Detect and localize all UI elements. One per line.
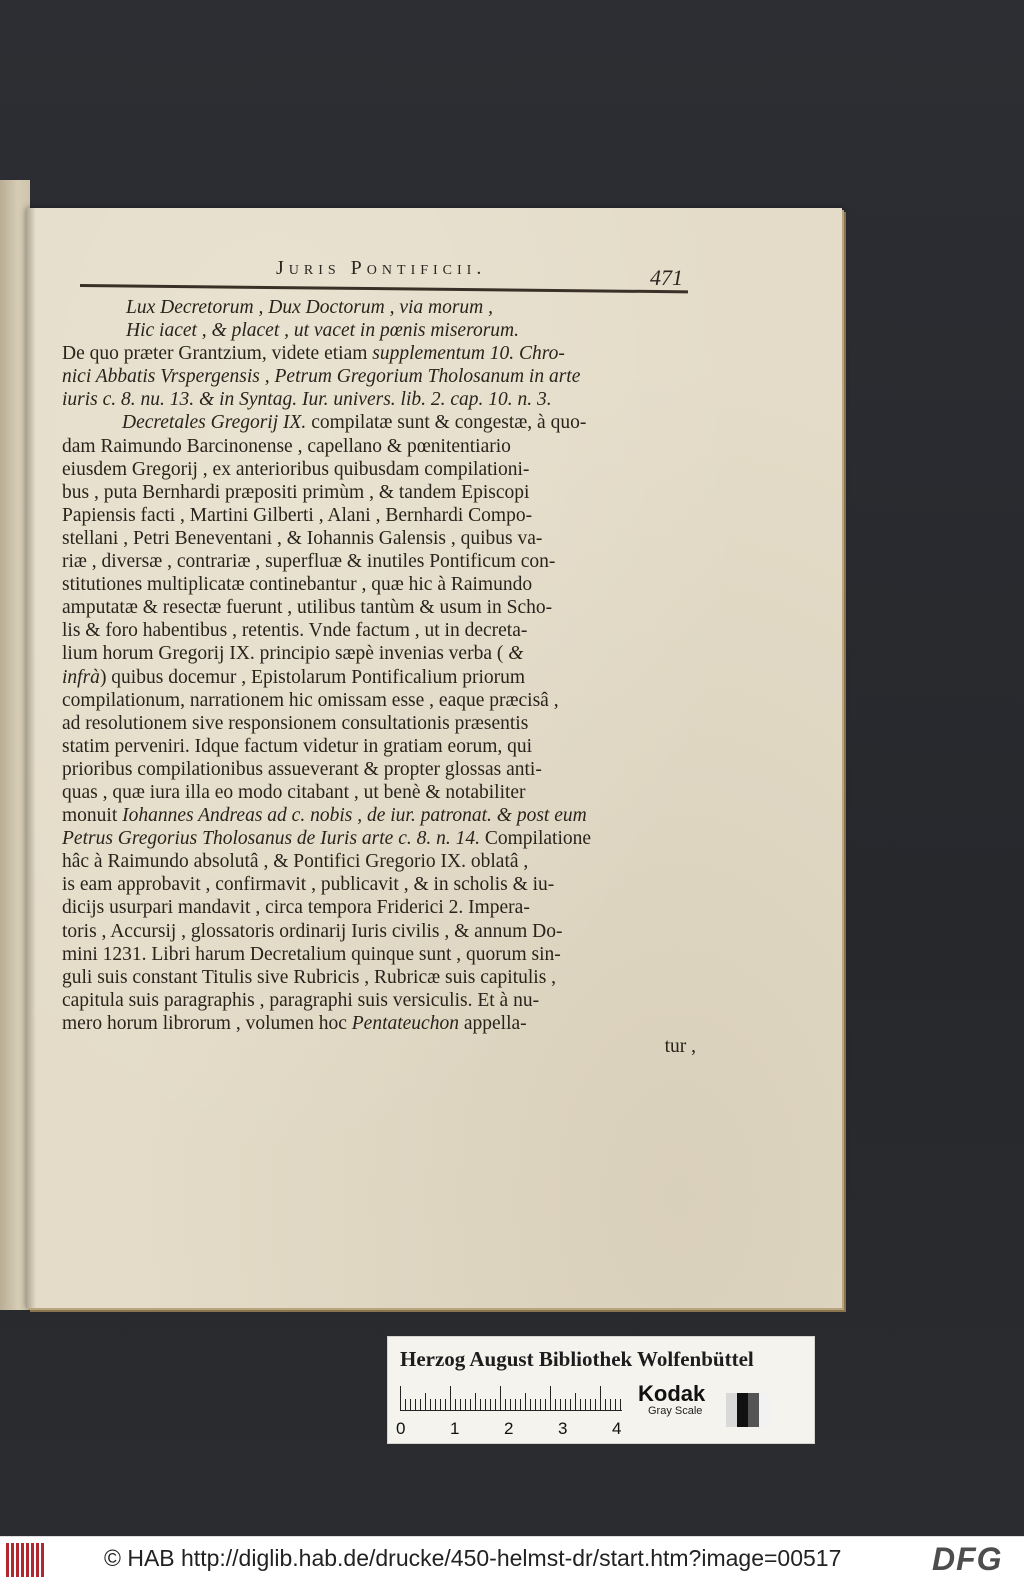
ruler-tick	[545, 1399, 546, 1410]
text-run: mero horum librorum , volumen hoc	[62, 1012, 352, 1034]
ruler-tick	[535, 1399, 536, 1410]
text-line: stitutiones multiplicatæ continebantur , quæ hic à Raimundo	[62, 574, 533, 596]
gray-scale-label: Gray Scale	[648, 1405, 703, 1417]
ruler-tick	[575, 1393, 576, 1410]
text-line: lis & foro habentibus , retentis. Vnde factum , ut in decreta-	[62, 620, 528, 642]
text-line	[62, 642, 702, 665]
text-run: appella-	[458, 1012, 527, 1034]
text-run: ) quibus docemur , Epistolarum Pontificalium priorum	[99, 666, 526, 688]
text-run: De quo præter Grantzium, videte etiam	[62, 343, 373, 365]
ruler-tick	[490, 1399, 491, 1410]
text-line	[62, 342, 702, 365]
text-run: supplementum 10. Chro-	[372, 343, 565, 365]
text-line: stellani , Petri Beneventani , & Iohannis Galensis , quibus va-	[62, 527, 543, 549]
text-line: statim perveniri. Idque factum videtur in gratiam eorum, qui	[62, 735, 533, 757]
hab-logo-icon	[6, 1543, 46, 1577]
text-run: lium horum Gregorij IX. principio sæpè invenias verba (	[62, 643, 509, 665]
text-line	[62, 411, 702, 434]
ruler-tick	[415, 1399, 416, 1410]
text-line: Papiensis facti , Martini Gilberti , Alani , Bernhardi Compo-	[62, 504, 533, 526]
text-line: riæ , diversæ , contrariæ , superfluæ & inutiles Pontificum con-	[62, 551, 556, 573]
ruler-tick	[455, 1399, 456, 1410]
text-line	[62, 804, 702, 827]
text-line	[62, 827, 702, 850]
kodak-logo: Kodak	[638, 1381, 706, 1406]
ruler-tick	[445, 1399, 446, 1410]
ruler-tick	[520, 1399, 521, 1410]
ruler-number: 4	[612, 1419, 622, 1438]
ruler-tick	[565, 1399, 566, 1410]
text-line: ad resolutionem sive responsionem consultationis præsentis	[62, 712, 529, 734]
ruler-tick	[470, 1399, 471, 1410]
ruler-number: 2	[504, 1419, 514, 1438]
ruler-tick	[585, 1399, 586, 1410]
ruler-tick	[620, 1399, 621, 1410]
ruler-tick	[595, 1399, 596, 1410]
text-line: bus , puta Bernhardi præpositi primùm , & tandem Episcopi	[62, 481, 530, 503]
body-text	[62, 296, 702, 1058]
text-run: Petrus Gregorius Tholosanus de Iuris arte c. 8. n. 14.	[62, 828, 480, 850]
text-line: quas , quæ iura illa eo modo citabant , ut benè & notabiliter	[62, 781, 526, 803]
text-line: amputatæ & resectæ fuerunt , utilibus tantùm & usum in Scho-	[62, 597, 553, 619]
text-line: eiusdem Gregorij , ex anterioribus quibusdam compilationi-	[62, 458, 530, 480]
ruler-tick	[540, 1399, 541, 1410]
text-run: infrà	[62, 666, 100, 688]
text-run: compilatæ sunt & congestæ, à quo-	[306, 412, 587, 434]
ruler-tick	[515, 1399, 516, 1410]
ruler-tick	[570, 1399, 571, 1410]
page-number: 471	[650, 265, 683, 290]
ruler-tick	[405, 1399, 406, 1410]
ruler-tick	[600, 1386, 601, 1410]
ruler-tick	[525, 1393, 526, 1410]
ruler-tick	[475, 1393, 476, 1410]
ruler-tick	[505, 1399, 506, 1410]
text-line: toris , Accursij , glossatoris ordinarij Iuris civilis , & annum Do-	[62, 920, 563, 942]
ruler-tick	[410, 1399, 411, 1410]
text-line: mini 1231. Libri harum Decretalium quinque sunt , quorum sin-	[62, 943, 561, 965]
ruler-tick	[425, 1393, 426, 1410]
gray-scale-patch	[726, 1393, 770, 1427]
ruler-tick	[430, 1399, 431, 1410]
ruler-tick	[485, 1399, 486, 1410]
text-line: iuris c. 8. nu. 13. & in Syntag. Iur. univers. lib. 2. cap. 10. n. 3.	[62, 389, 552, 411]
ruler-tick	[590, 1399, 591, 1410]
text-line: compilationum, narrationem hic omissam esse , eaque præcisâ ,	[62, 689, 559, 711]
text-line: is eam approbavit , confirmavit , publicavit , & in scholis & iu-	[62, 874, 555, 896]
ruler-tick	[605, 1399, 606, 1410]
text-line: prioribus compilationibus assueverant & propter glossas anti-	[62, 758, 542, 780]
text-line: Lux Decretorum , Dux Doctorum , via morum ,	[126, 297, 494, 318]
text-line: nici Abbatis Vrspergensis , Petrum Gregorium Tholosanum in arte	[62, 366, 581, 388]
dfg-logo: DFG	[932, 1541, 1003, 1577]
library-title: Herzog August Bibliothek Wolfenbüttel	[400, 1347, 754, 1371]
text-line: tur ,	[664, 1036, 696, 1057]
ruler-tick	[465, 1399, 466, 1410]
ruler-tick	[500, 1386, 501, 1410]
text-run: monuit	[62, 805, 123, 827]
text-run: &	[508, 643, 524, 665]
text-line: capitula suis paragraphis , paragraphi suis versiculis. Et à nu-	[62, 989, 540, 1011]
ruler-tick	[610, 1399, 611, 1410]
ruler-tick	[480, 1399, 481, 1410]
running-head: Juris Pontificii.	[276, 257, 487, 279]
text-run: Pentateuchon	[351, 1012, 459, 1034]
ruler-number: 3	[558, 1419, 568, 1438]
scale-ruler	[400, 1385, 622, 1411]
text-line: dicijs usurpari mandavit , circa tempora Friderici 2. Impera-	[62, 897, 530, 919]
ruler-tick	[550, 1386, 551, 1410]
text-line: guli suis constant Titulis sive Rubricis , Rubricæ suis capitulis ,	[62, 966, 557, 988]
ruler-number: 1	[450, 1419, 460, 1438]
library-label	[387, 1336, 815, 1444]
ruler-tick	[510, 1399, 511, 1410]
ruler-tick	[495, 1399, 496, 1410]
ruler-tick	[530, 1399, 531, 1410]
ruler-tick	[460, 1399, 461, 1410]
ruler-number: 0	[396, 1419, 406, 1438]
ruler-tick	[400, 1386, 401, 1410]
footer-bar	[0, 1536, 1024, 1582]
gutter-shadow	[26, 208, 36, 1308]
text-run: Compilatione	[479, 828, 592, 850]
ruler-tick	[615, 1399, 616, 1410]
text-line: hâc à Raimundo absolutâ , & Pontifici Gregorio IX. oblatâ ,	[62, 851, 529, 873]
ruler-tick	[555, 1399, 556, 1410]
footer-source-link[interactable]: © HAB http://diglib.hab.de/drucke/450-helmst-dr/start.htm?image=00517	[104, 1545, 842, 1571]
text-line: dam Raimundo Barcinonense , capellano & pœnitentiario	[62, 435, 511, 457]
ruler-tick	[420, 1399, 421, 1410]
ruler-numbers	[396, 1419, 636, 1439]
text-line	[62, 1012, 702, 1035]
text-run: Iohannes Andreas ad c. nobis , de iur. patronat. & post eum	[122, 805, 587, 827]
ruler-tick	[560, 1399, 561, 1410]
ruler-tick	[440, 1399, 441, 1410]
ruler-tick	[450, 1386, 451, 1410]
ruler-tick	[580, 1399, 581, 1410]
ruler-tick	[435, 1399, 436, 1410]
text-line: Hic iacet , & placet , ut vacet in pœnis miserorum.	[126, 320, 519, 342]
text-line	[62, 666, 702, 689]
text-run: Decretales Gregorij IX.	[122, 412, 307, 434]
